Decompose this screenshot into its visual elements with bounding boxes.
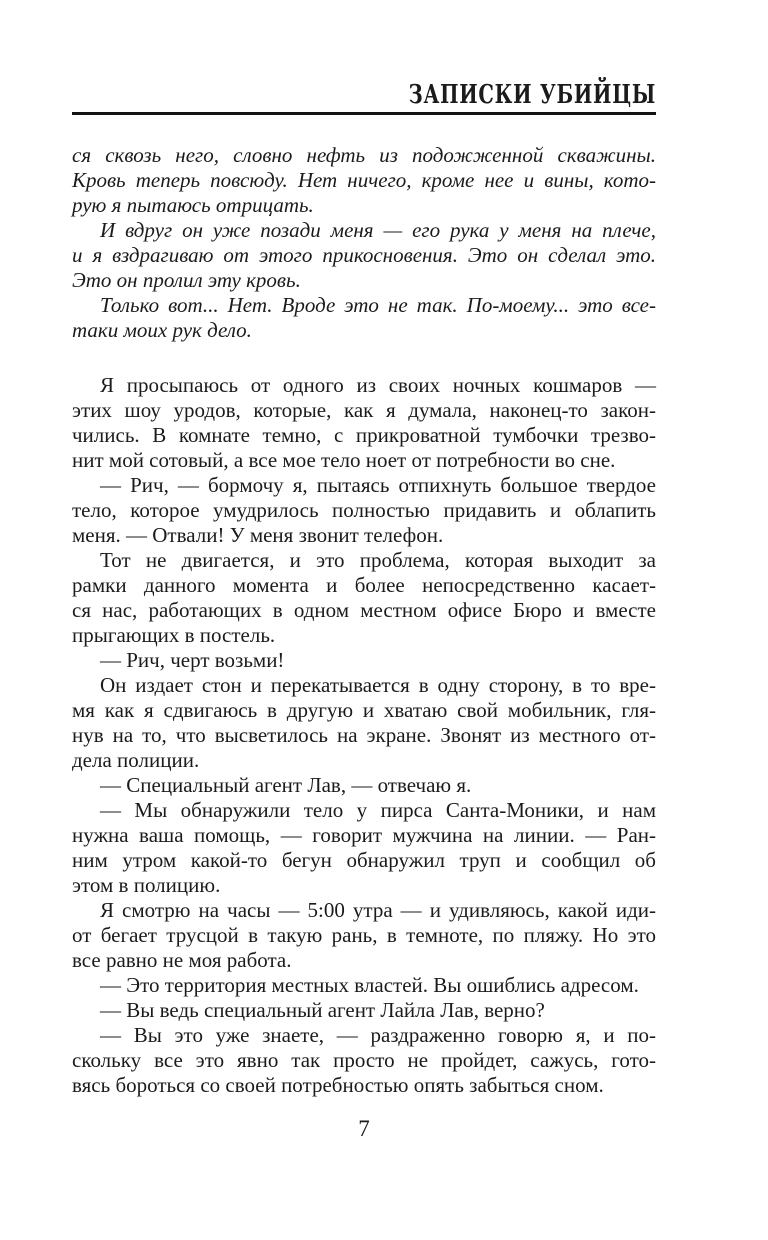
text-line: — Это территория местных властей. Вы ошиблись адресом. <box>100 973 639 997</box>
text-line: — Вы ведь специальный агент Лайла Лав, верно? <box>100 998 545 1022</box>
text-block <box>72 143 656 1098</box>
text-line: Кровь теперь повсюду. Нет ничего, кроме нее и вины, кото- <box>72 168 656 192</box>
text-line: — Вы это уже знаете, — раздраженно говорю я, и по- <box>100 1023 656 1047</box>
text-line: ся сквозь него, словно нефть из подожженной скважины. <box>72 143 656 167</box>
text-line: рамки данного момента и более непосредственно касает- <box>72 573 656 597</box>
text-line: тело, которое умудрилось полностью придавить и облапить <box>72 498 656 522</box>
text-line: — Рич, — бормочу я, пытаясь отпихнуть большое твердое <box>100 473 656 497</box>
text-line: ним утром какой-то бегун обнаружил труп и сообщил об <box>72 848 656 872</box>
text-line: Только вот... Нет. Вроде это не так. По-моему... это все- <box>100 293 656 317</box>
text-line: — Мы обнаружили тело у пирса Санта-Моники, и нам <box>100 798 656 822</box>
text-line: этом в полицию. <box>72 873 221 897</box>
text-line: все равно не моя работа. <box>72 948 292 972</box>
text-line: Тот не двигается, и это проблема, которая выходит за <box>100 548 656 572</box>
text-line: Это он пролил эту кровь. <box>72 268 301 292</box>
text-line: мя как я сдвигаюсь в другую и хватаю свой мобильник, гля- <box>72 698 656 722</box>
text-line: этих шоу уродов, которые, как я думала, наконец-то закон- <box>72 398 656 422</box>
page-number: 7 <box>358 1116 370 1141</box>
text-line: И вдруг он уже позади меня — его рука у меня на плече, <box>100 218 656 242</box>
body-section <box>72 373 656 1098</box>
running-header-title: ЗАПИСКИ УБИЙЦЫ <box>408 80 656 110</box>
text-line: дела полиции. <box>72 748 200 772</box>
text-line: меня. — Отвали! У меня звонит телефон. <box>72 523 444 547</box>
text-line: Я просыпаюсь от одного из своих ночных кошмаров — <box>100 373 656 397</box>
page-header <box>72 80 656 115</box>
text-line: вясь бороться со своей потребностью опять забыться сном. <box>72 1073 604 1097</box>
text-line: нужна ваша помощь, — говорит мужчина на линии. — Ран- <box>72 823 656 847</box>
text-line: таки моих рук дело. <box>72 318 252 342</box>
text-line: нит мой сотовый, а все мое тело ноет от потребности во сне. <box>72 448 616 472</box>
text-line: прыгающих в постель. <box>72 623 276 647</box>
page-footer <box>72 1114 656 1144</box>
text-line: Я смотрю на часы — 5:00 утра — и удивляюсь, какой иди- <box>100 898 656 922</box>
text-line: рую я пытаюсь отрицать. <box>72 193 314 217</box>
italic-section <box>72 143 656 343</box>
text-line: и я вздрагиваю от этого прикосновения. Это он сделал это. <box>72 243 656 267</box>
text-line: ся нас, работающих в одном местном офисе Бюро и вместе <box>72 598 656 622</box>
header-rule <box>72 112 656 115</box>
text-line: скольку все это явно так просто не пройдет, сажусь, гото- <box>72 1048 656 1072</box>
text-line: Он издает стон и перекатывается в одну сторону, в то вре- <box>100 673 656 697</box>
text-line: — Рич, черт возьми! <box>100 648 285 672</box>
text-line: от бегает трусцой в такую рань, в темноте, по пляжу. Но это <box>72 923 656 947</box>
text-line: чились. В комнате темно, с прикроватной тумбочки трезво- <box>72 423 656 447</box>
text-line: нув на то, что высветилось на экране. Звонят из местного от- <box>72 723 656 747</box>
text-line: — Специальный агент Лав, — отвечаю я. <box>100 773 472 797</box>
